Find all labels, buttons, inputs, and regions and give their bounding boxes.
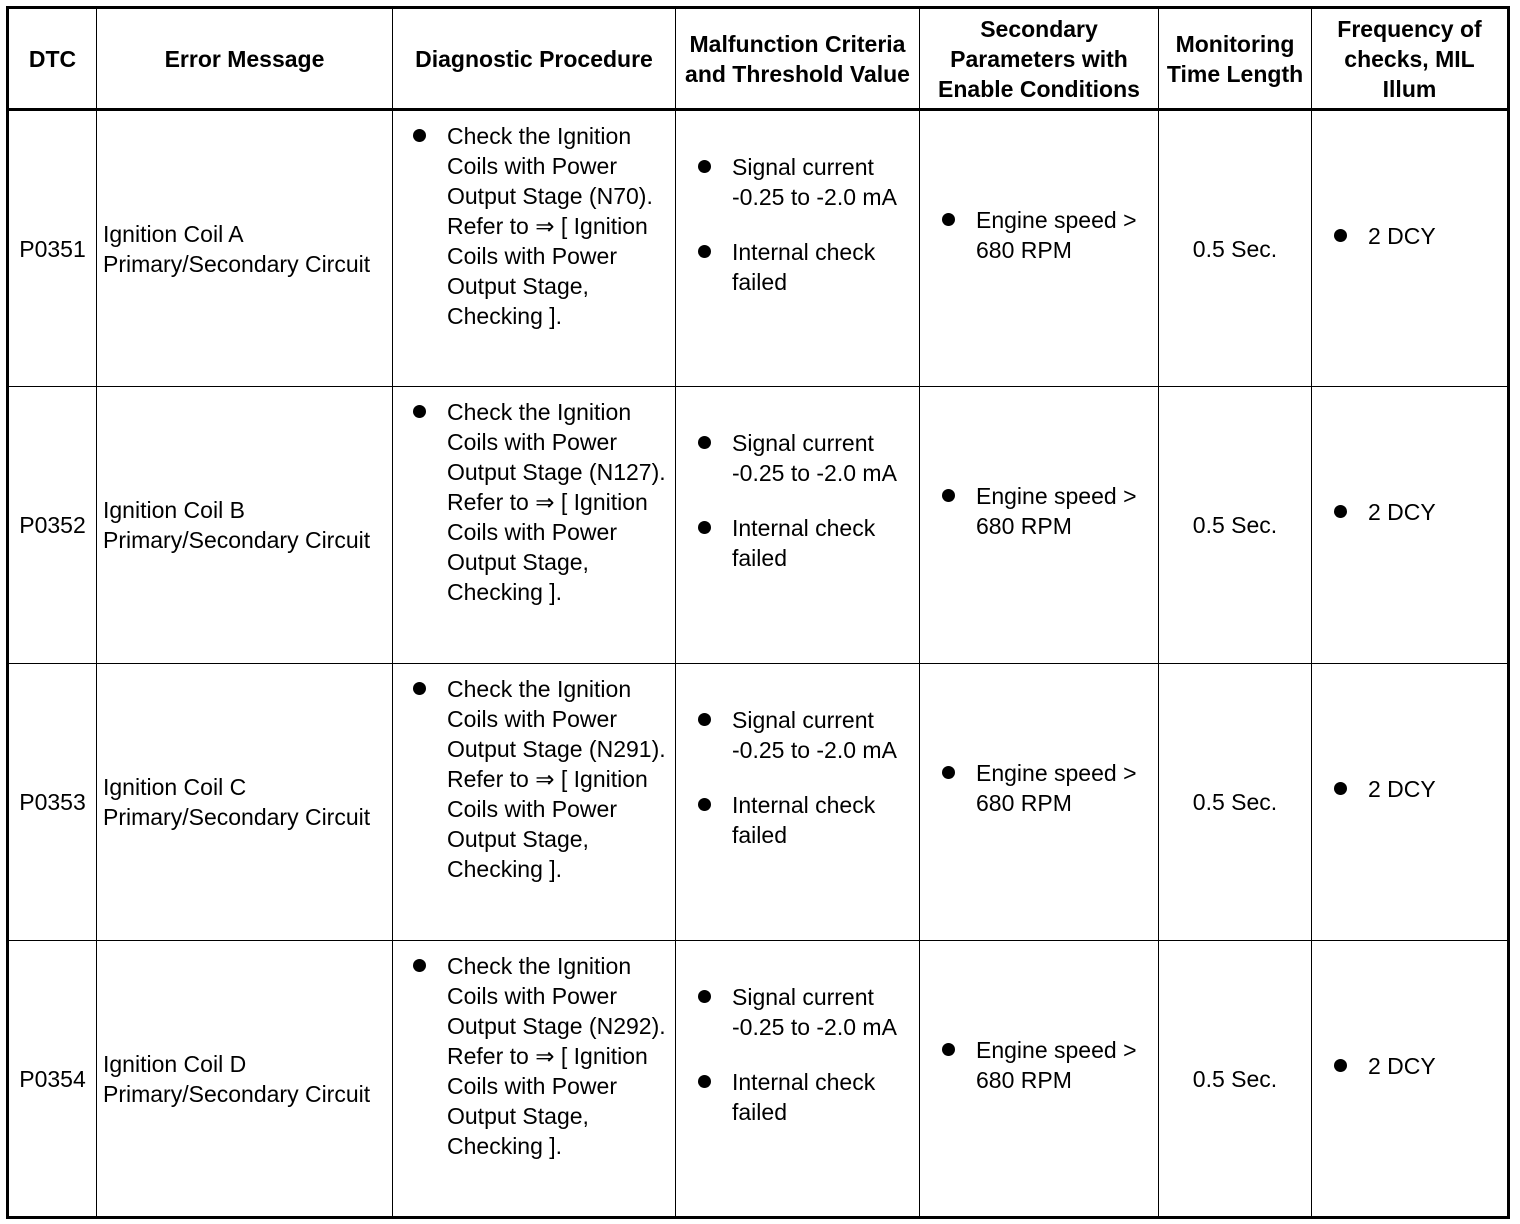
secondary-text: Engine speed > 680 RPM bbox=[976, 1036, 1137, 1093]
malfunction-list bbox=[698, 152, 915, 297]
error-message-cell: Ignition Coil D Primary/Secondary Circuit bbox=[97, 941, 393, 1218]
malfunction-criteria-cell bbox=[676, 664, 920, 941]
bullet-icon bbox=[413, 959, 426, 972]
header-error-message: Error Message bbox=[97, 8, 393, 110]
malfunction-criteria-cell bbox=[676, 941, 920, 1218]
bullet-icon bbox=[413, 682, 426, 695]
bullet-icon bbox=[698, 798, 711, 811]
frequency-cell bbox=[1312, 664, 1509, 941]
list-item bbox=[698, 982, 915, 1042]
bullet-icon bbox=[698, 245, 711, 258]
secondary-text: Engine speed > 680 RPM bbox=[976, 760, 1137, 816]
list-item bbox=[698, 428, 915, 488]
frequency-list bbox=[1334, 497, 1507, 527]
header-malfunction-criteria: Malfunction Criteria and Threshold Value bbox=[676, 8, 920, 110]
malfunction-text: Signal current -0.25 to -2.0 mA bbox=[732, 430, 897, 486]
frequency-text: 2 DCY bbox=[1368, 776, 1436, 802]
list-item bbox=[698, 1067, 915, 1127]
secondary-list bbox=[942, 205, 1154, 265]
malfunction-text: Signal current -0.25 to -2.0 mA bbox=[732, 154, 897, 210]
list-item bbox=[942, 758, 1154, 818]
diagnostic-list bbox=[413, 951, 671, 1161]
bullet-icon bbox=[942, 1043, 955, 1056]
header-secondary-parameters: Secondary Parameters with Enable Conditions bbox=[920, 8, 1159, 110]
list-item bbox=[698, 705, 915, 765]
monitoring-time-cell: 0.5 Sec. bbox=[1159, 110, 1312, 387]
bullet-icon bbox=[942, 766, 955, 779]
table-row bbox=[8, 387, 1509, 664]
malfunction-text: Signal current -0.25 to -2.0 mA bbox=[732, 707, 897, 763]
secondary-text: Engine speed > 680 RPM bbox=[976, 483, 1137, 539]
list-item bbox=[698, 237, 915, 297]
diagnostic-text: Check the Ignition Coils with Power Output Stage (N292). Refer to ⇒ [ Ignition Coils with Power Output Stage, Checking ]. bbox=[447, 953, 666, 1159]
secondary-list bbox=[942, 1035, 1154, 1095]
header-frequency: Frequency of checks, MIL Illum bbox=[1312, 8, 1509, 110]
list-item bbox=[413, 674, 671, 884]
bullet-icon bbox=[942, 489, 955, 502]
bullet-icon bbox=[413, 405, 426, 418]
malfunction-list bbox=[698, 982, 915, 1127]
dtc-code-cell: P0354 bbox=[8, 941, 97, 1218]
error-message-cell: Ignition Coil C Primary/Secondary Circuit bbox=[97, 664, 393, 941]
table-row bbox=[8, 664, 1509, 941]
list-item bbox=[413, 951, 671, 1161]
header-row bbox=[8, 8, 1509, 110]
bullet-icon bbox=[1334, 1059, 1347, 1072]
frequency-list bbox=[1334, 221, 1507, 251]
malfunction-text: Internal check failed bbox=[732, 515, 876, 571]
list-item bbox=[698, 513, 915, 573]
frequency-text: 2 DCY bbox=[1368, 499, 1436, 525]
frequency-cell bbox=[1312, 387, 1509, 664]
bullet-icon bbox=[698, 436, 711, 449]
header-diagnostic-procedure: Diagnostic Procedure bbox=[393, 8, 676, 110]
monitoring-time-cell: 0.5 Sec. bbox=[1159, 941, 1312, 1218]
monitoring-time-cell: 0.5 Sec. bbox=[1159, 387, 1312, 664]
header-dtc: DTC bbox=[8, 8, 97, 110]
frequency-cell bbox=[1312, 941, 1509, 1218]
bullet-icon bbox=[698, 1075, 711, 1088]
table-header bbox=[8, 8, 1509, 110]
diagnostic-procedure-cell bbox=[393, 387, 676, 664]
bullet-icon bbox=[698, 713, 711, 726]
diagnostic-procedure-cell bbox=[393, 941, 676, 1218]
secondary-list bbox=[942, 481, 1154, 541]
list-item bbox=[413, 121, 671, 331]
malfunction-text: Internal check failed bbox=[732, 792, 876, 848]
diagnostic-procedure-cell bbox=[393, 664, 676, 941]
list-item bbox=[1334, 774, 1507, 804]
secondary-list bbox=[942, 758, 1154, 818]
diagnostic-procedure-cell bbox=[393, 110, 676, 387]
list-item bbox=[413, 397, 671, 607]
bullet-icon bbox=[698, 990, 711, 1003]
table-row bbox=[8, 110, 1509, 387]
list-item bbox=[1334, 1051, 1507, 1081]
frequency-list bbox=[1334, 1051, 1507, 1081]
dtc-table bbox=[6, 6, 1510, 1219]
dtc-code-cell: P0353 bbox=[8, 664, 97, 941]
list-item bbox=[942, 1035, 1154, 1095]
malfunction-list bbox=[698, 428, 915, 573]
diagnostic-text: Check the Ignition Coils with Power Output Stage (N127). Refer to ⇒ [ Ignition Coils with Power Output Stage, Checking ]. bbox=[447, 399, 666, 605]
list-item bbox=[942, 205, 1154, 265]
bullet-icon bbox=[1334, 229, 1347, 242]
list-item bbox=[942, 481, 1154, 541]
monitoring-time-cell: 0.5 Sec. bbox=[1159, 664, 1312, 941]
malfunction-text: Signal current -0.25 to -2.0 mA bbox=[732, 984, 897, 1040]
malfunction-text: Internal check failed bbox=[732, 239, 876, 295]
bullet-icon bbox=[1334, 505, 1347, 518]
table-body bbox=[8, 110, 1509, 1218]
list-item bbox=[1334, 221, 1507, 251]
malfunction-criteria-cell bbox=[676, 387, 920, 664]
error-message-cell: Ignition Coil A Primary/Secondary Circuit bbox=[97, 110, 393, 387]
secondary-parameters-cell bbox=[920, 110, 1159, 387]
bullet-icon bbox=[698, 160, 711, 173]
frequency-cell bbox=[1312, 110, 1509, 387]
diagnostic-text: Check the Ignition Coils with Power Output Stage (N70). Refer to ⇒ [ Ignition Coils with Power Output Stage, Checking ]. bbox=[447, 123, 653, 329]
diagnostic-list bbox=[413, 674, 671, 884]
bullet-icon bbox=[942, 213, 955, 226]
bullet-icon bbox=[1334, 782, 1347, 795]
malfunction-text: Internal check failed bbox=[732, 1069, 876, 1125]
diagnostic-list bbox=[413, 397, 671, 607]
secondary-parameters-cell bbox=[920, 387, 1159, 664]
list-item bbox=[1334, 497, 1507, 527]
dtc-code-cell: P0352 bbox=[8, 387, 97, 664]
secondary-parameters-cell bbox=[920, 941, 1159, 1218]
header-monitoring-time: Monitoring Time Length bbox=[1159, 8, 1312, 110]
frequency-text: 2 DCY bbox=[1368, 1052, 1436, 1079]
bullet-icon bbox=[413, 129, 426, 142]
secondary-text: Engine speed > 680 RPM bbox=[976, 206, 1137, 263]
dtc-code-cell: P0351 bbox=[8, 110, 97, 387]
diagnostic-list bbox=[413, 121, 671, 331]
list-item bbox=[698, 152, 915, 212]
frequency-text: 2 DCY bbox=[1368, 222, 1436, 249]
table-row bbox=[8, 941, 1509, 1218]
frequency-list bbox=[1334, 774, 1507, 804]
diagnostic-text: Check the Ignition Coils with Power Output Stage (N291). Refer to ⇒ [ Ignition Coils with Power Output Stage, Checking ]. bbox=[447, 676, 666, 882]
bullet-icon bbox=[698, 521, 711, 534]
error-message-cell: Ignition Coil B Primary/Secondary Circuit bbox=[97, 387, 393, 664]
list-item bbox=[698, 790, 915, 850]
malfunction-list bbox=[698, 705, 915, 850]
malfunction-criteria-cell bbox=[676, 110, 920, 387]
secondary-parameters-cell bbox=[920, 664, 1159, 941]
